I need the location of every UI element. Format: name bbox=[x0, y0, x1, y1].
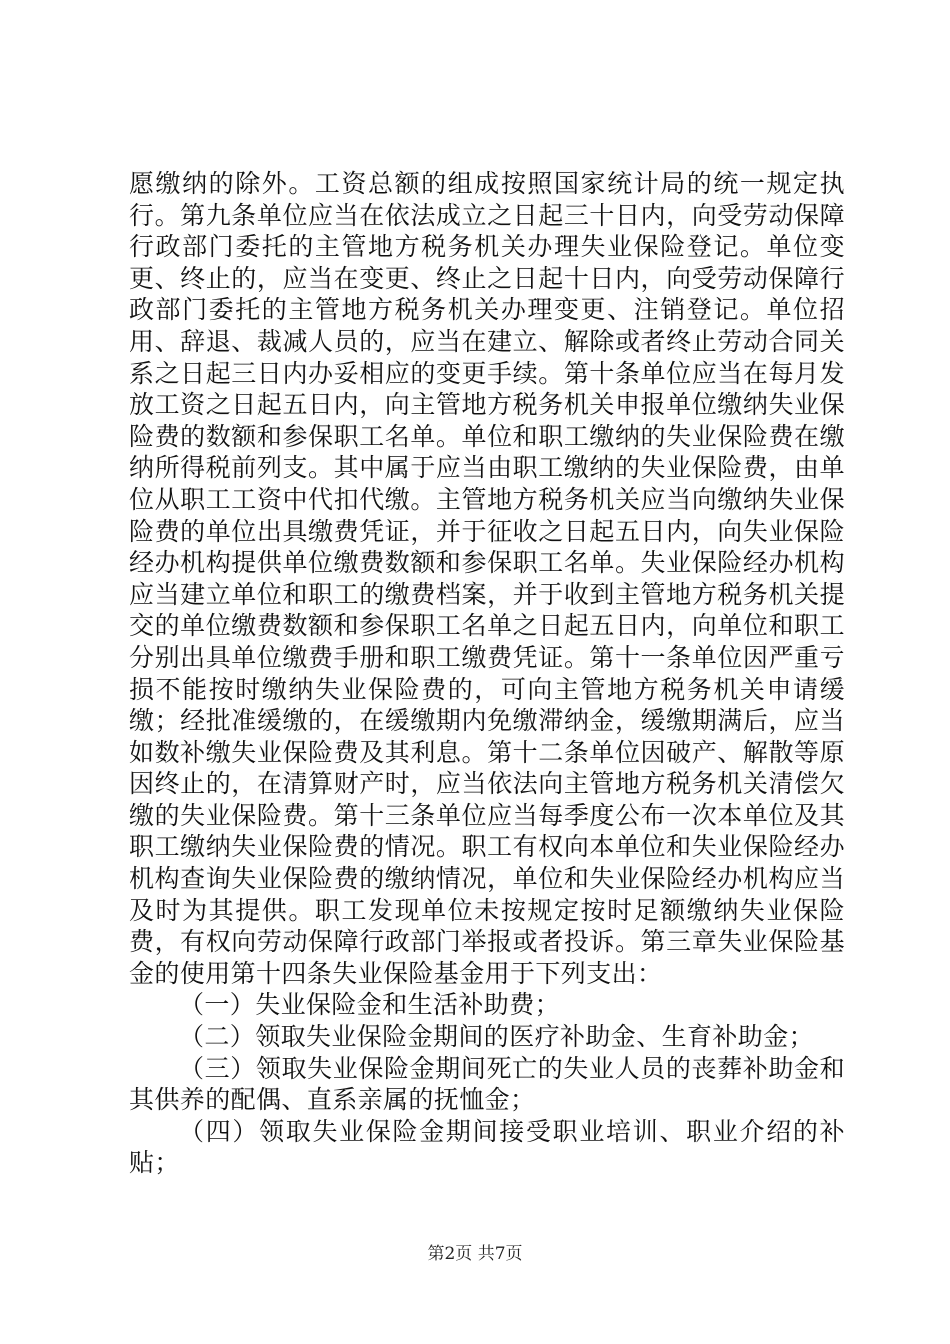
document-body bbox=[129, 168, 845, 1179]
body-paragraph-main: 愿缴纳的除外。工资总额的组成按照国家统计局的统一规定执行。第九条单位应当在依法成立之日起三十日内，向受劳动保障行政部门委托的主管地方税务机关办理失业保险登记。单位变更、终止的，应当在变更、终止之日起十日内，向受劳动保障行政部门委托的主管地方税务机关办理变更、注销登记。单位招用、辞退、裁减人员的，应当在建立、解除或者终止劳动合同关系之日起三日内办妥相应的变更手续。第十条单位应当在每月发放工资之日起五日内，向主管地方税务机关申报单位缴纳失业保险费的数额和参保职工名单。单位和职工缴纳的失业保险费在缴纳所得税前列支。其中属于应当由职工缴纳的失业保险费，由单位从职工工资中代扣代缴。主管地方税务机关应当向缴纳失业保险费的单位出具缴费凭证，并于征收之日起五日内，向失业保险经办机构提供单位缴费数额和参保职工名单。失业保险经办机构应当建立单位和职工的缴费档案，并于收到主管地方税务机关提交的单位缴费数额和参保职工名单之日起五日内，向单位和职工分别出具单位缴费手册和职工缴费凭证。第十一条单位因严重亏损不能按时缴纳失业保险费的，可向主管地方税务机关申请缓缴；经批准缓缴的，在缓缴期内免缴滞纳金，缓缴期满后，应当如数补缴失业保险费及其利息。第十二条单位因破产、解散等原因终止的，在清算财产时，应当依法向主管地方税务机关清偿欠缴的失业保险费。第十三条单位应当每季度公布一次本单位及其职工缴纳失业保险费的情况。职工有权向本单位和失业保险经办机构查询失业保险费的缴纳情况，单位和失业保险经办机构应当及时为其提供。职工发现单位未按规定按时足额缴纳失业保险费，有权向劳动保障行政部门举报或者投诉。第三章失业保险基金的使用第十四条失业保险基金用于下列支出： bbox=[129, 169, 845, 988]
list-item-2: （二）领取失业保险金期间的医疗补助金、生育补助金； bbox=[179, 1022, 815, 1052]
list-item-4: （四）领取失业保险金期间接受职业培训、职业介绍的补贴； bbox=[129, 1116, 845, 1178]
list-item-1: （一）失业保险金和生活补助费； bbox=[179, 990, 561, 1020]
page-number-footer: 第2页 共7页 bbox=[427, 1244, 523, 1264]
list-item-3: （三）领取失业保险金期间死亡的失业人员的丧葬补助金和其供养的配偶、直系亲属的抚恤金； bbox=[129, 1053, 845, 1115]
